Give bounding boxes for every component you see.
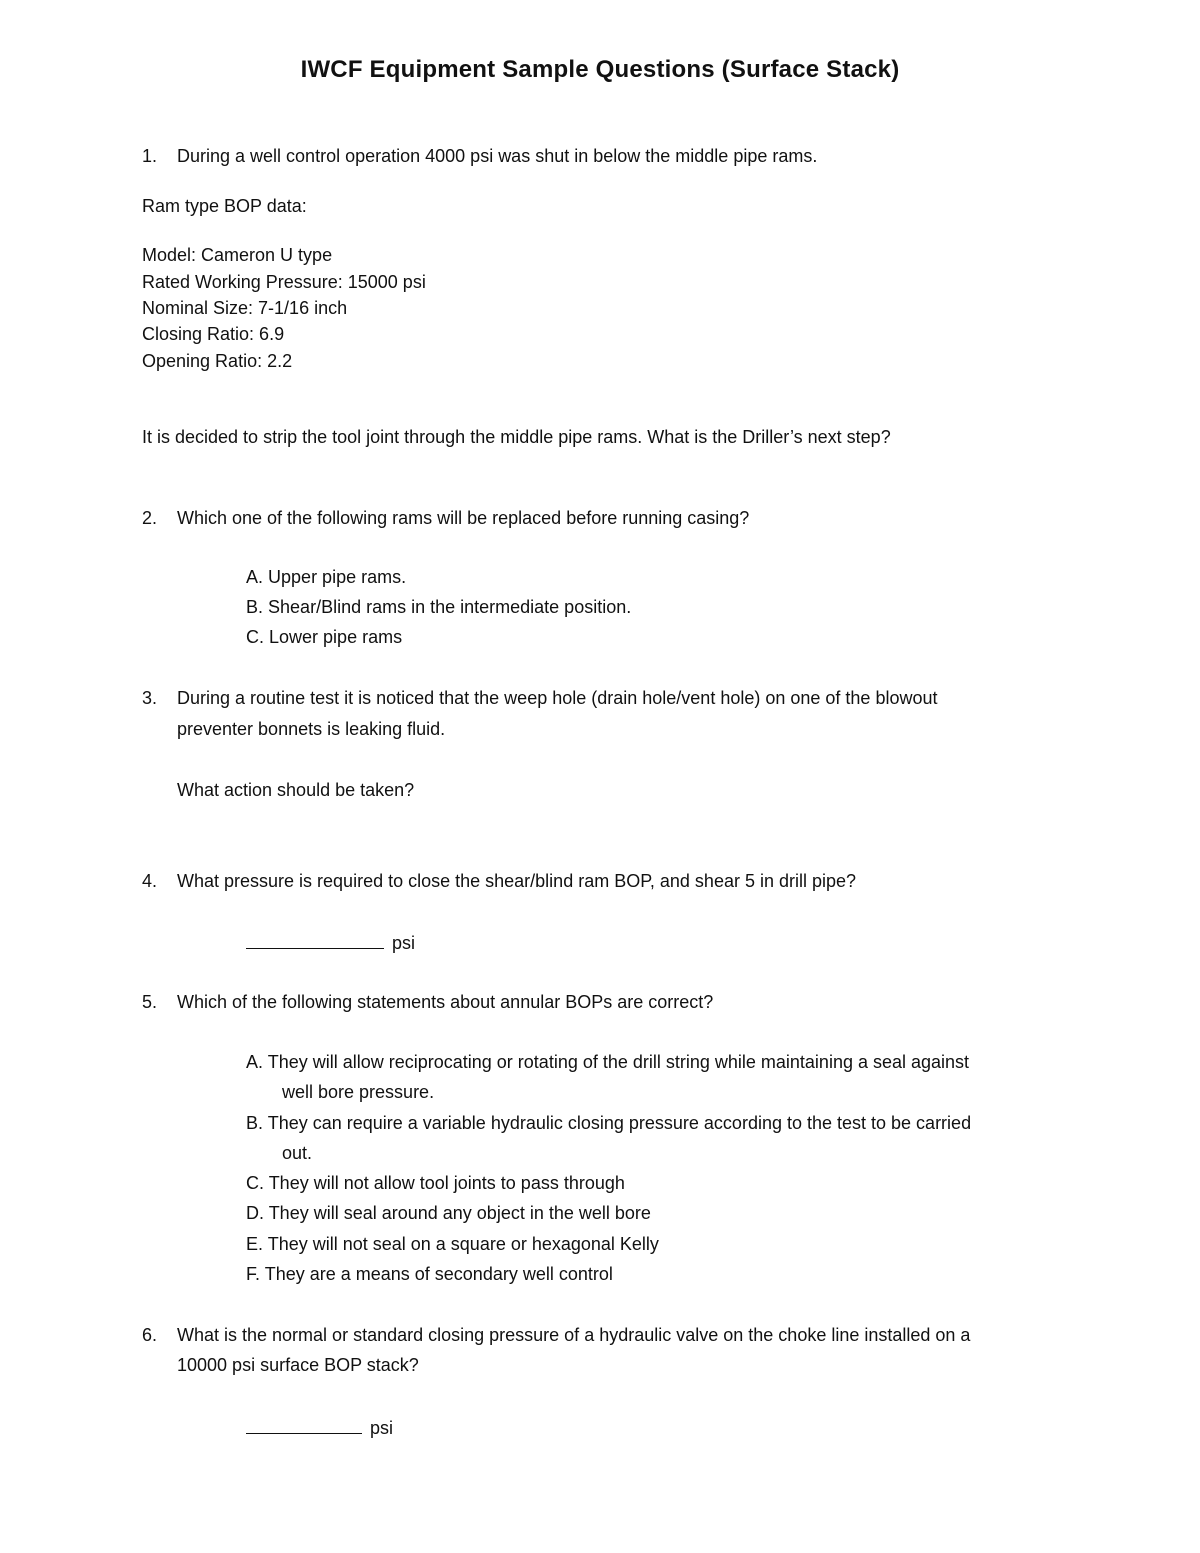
q4-unit: psi: [392, 933, 416, 953]
q6-text-line1: What is the normal or standard closing pressure of a hydraulic valve on the choke line installed on a: [177, 1325, 971, 1345]
q1-number: 1.: [142, 146, 158, 166]
q3-number: 3.: [142, 688, 158, 708]
q5-option-c: [246, 1174, 625, 1192]
option-letter: C.: [246, 627, 264, 647]
option-letter: F.: [246, 1264, 261, 1284]
option-letter: C.: [246, 1173, 264, 1193]
answer-blank[interactable]: [246, 932, 384, 949]
page-title: IWCF Equipment Sample Questions (Surface Stack): [300, 56, 900, 83]
option-text: Lower pipe rams: [269, 627, 403, 647]
q2-option-a: [246, 568, 406, 586]
q5-option-e: [246, 1235, 659, 1253]
q6-unit: psi: [370, 1418, 394, 1438]
option-text: Upper pipe rams.: [268, 567, 407, 587]
option-letter: B.: [246, 1113, 264, 1133]
q1-question: It is decided to strip the tool joint through the middle pipe rams. What is the Driller’s next step?: [142, 427, 891, 447]
q1-opening-ratio: Opening Ratio: 2.2: [142, 351, 293, 371]
option-letter: B.: [246, 597, 264, 617]
option-text: They will seal around any object in the well bore: [268, 1203, 651, 1223]
q5-option-a-line2: well bore pressure.: [282, 1082, 435, 1102]
answer-blank[interactable]: [246, 1417, 362, 1434]
option-letter: E.: [246, 1234, 264, 1254]
q5-option-d: [246, 1204, 651, 1222]
option-text: They will allow reciprocating or rotating of the drill string while maintaining a seal against: [267, 1052, 970, 1072]
q6-answer: [246, 1417, 393, 1437]
q5-number: 5.: [142, 992, 158, 1012]
q1-data-heading: Ram type BOP data:: [142, 196, 307, 216]
q4-answer: [246, 932, 415, 952]
q2-option-b: [246, 598, 631, 616]
option-letter: A.: [246, 1052, 264, 1072]
q1-closing-ratio: Closing Ratio: 6.9: [142, 324, 285, 344]
q5-option-a: [246, 1053, 969, 1071]
q6-text-line2: 10000 psi surface BOP stack?: [177, 1355, 419, 1375]
q6-number: 6.: [142, 1325, 158, 1345]
option-text: They can require a variable hydraulic closing pressure according to the test to be carried: [267, 1113, 972, 1133]
option-text: They will not seal on a square or hexagonal Kelly: [267, 1234, 659, 1254]
q1-nominal-size: Nominal Size: 7-1/16 inch: [142, 298, 348, 318]
q4-number: 4.: [142, 871, 158, 891]
q5-option-b-line2: out.: [282, 1143, 313, 1163]
option-text: They are a means of secondary well control: [264, 1264, 613, 1284]
q5-option-b: [246, 1114, 971, 1132]
q5-option-f: [246, 1265, 613, 1283]
q4-text: What pressure is required to close the shear/blind ram BOP, and shear 5 in drill pipe?: [177, 871, 857, 891]
q1-rated-pressure: Rated Working Pressure: 15000 psi: [142, 272, 426, 292]
option-letter: D.: [246, 1203, 264, 1223]
q2-option-c: [246, 628, 402, 646]
q1-model: Model: Cameron U type: [142, 245, 333, 265]
q5-text: Which of the following statements about annular BOPs are correct?: [177, 992, 714, 1012]
q3-question: What action should be taken?: [177, 780, 415, 800]
q1-text: During a well control operation 4000 psi was shut in below the middle pipe rams.: [177, 146, 818, 166]
q3-text-line1: During a routine test it is noticed that the weep hole (drain hole/vent hole) on one of the blowout: [177, 688, 938, 708]
option-text: Shear/Blind rams in the intermediate position.: [268, 597, 632, 617]
q3-text-line2: preventer bonnets is leaking fluid.: [177, 719, 446, 739]
option-text: They will not allow tool joints to pass through: [268, 1173, 625, 1193]
q2-text: Which one of the following rams will be replaced before running casing?: [177, 508, 750, 528]
q2-number: 2.: [142, 508, 158, 528]
option-letter: A.: [246, 567, 264, 587]
